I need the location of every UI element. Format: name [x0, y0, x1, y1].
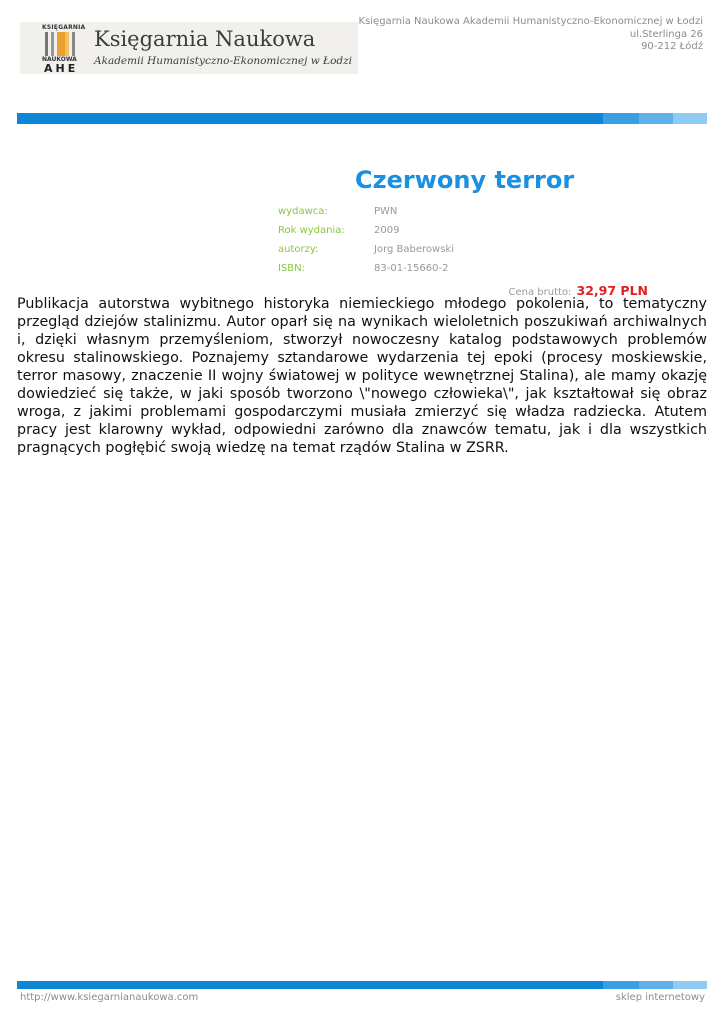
- bar-segment-c: [673, 113, 707, 124]
- book-description: Publikacja autorstwa wybitnego historyka niemieckiego młodego pokolenia, to tematyczny przegląd dziejów stalinizmu. Autor oparł się na wynikach wieloletnich poszukiwań archiwalnych i, dzięki własnym przemyśleniom, stworzył nowoczesny katalog podstawowych problemów okresu stalinowskiego. Poznajemy sztandarowe wydarzenia tej epoki (procesy moskiewskie, terror masowy, znaczenie II wojny światowej w polityce wewnętrznej Stalina), ale mamy okazję dowiedzieć się także, w jaki sposób tworzono \"nowego człowieka\", jak kształtował się obraz wroga, z jakimi problemami gospodarczymi musiała zmierzyć się władza radziecka. Atutem pracy jest klarowny wykład, odpowiedni zarówno dla znawców tematu, jak i dla wszystkich pragnących pogłębić swoją wiedzę na temat rządów Stalina w ZSRR.: [17, 296, 707, 456]
- meta-label: Rok wydania:: [278, 225, 345, 236]
- address-line-3: 90-212 Łódź: [641, 41, 703, 52]
- meta-row-publisher: [278, 206, 454, 225]
- address-line-1: Księgarnia Naukowa Akademii Humanistyczno-Ekonomicznej w Łodzi: [358, 16, 703, 27]
- logo[interactable]: [20, 22, 358, 74]
- top-divider-bar: [17, 113, 707, 124]
- logo-mark-bottom: AHE: [44, 62, 79, 75]
- bar-segment-c: [673, 981, 707, 989]
- price-label: Cena brutto:: [508, 287, 572, 298]
- meta-row-authors: [278, 244, 454, 263]
- book-title: Czerwony terror: [355, 166, 575, 194]
- meta-value: 83-01-15660-2: [374, 263, 449, 274]
- bottom-divider-bar: [17, 981, 707, 989]
- bar-segment-main: [17, 981, 603, 989]
- book-meta: [278, 206, 454, 282]
- bar-segment-main: [17, 113, 603, 124]
- bar-segment-a: [603, 113, 639, 124]
- meta-row-year: [278, 225, 454, 244]
- meta-label: ISBN:: [278, 263, 306, 274]
- price-value: 32,97 PLN: [576, 283, 648, 298]
- meta-label: autorzy:: [278, 244, 319, 255]
- footer-tagline: sklep internetowy: [615, 992, 705, 1003]
- meta-row-isbn: [278, 263, 454, 282]
- bar-segment-a: [603, 981, 639, 989]
- store-address: [359, 16, 703, 54]
- logo-mark-top: KSIĘGARNIA: [42, 24, 86, 31]
- logo-mark-middle: NAUKOWA: [42, 56, 77, 63]
- footer-url-link[interactable]: http://www.ksiegarnianaukowa.com: [20, 992, 199, 1003]
- meta-value: 2009: [374, 225, 400, 236]
- address-line-2: ul.Sterlinga 26: [629, 28, 703, 40]
- meta-label: wydawca:: [278, 206, 328, 217]
- bar-segment-b: [639, 981, 673, 989]
- logo-mark-icon: [42, 24, 86, 75]
- logo-subtitle: Akademii Humanistyczno-Ekonomicznej w Łodzi: [94, 55, 353, 67]
- bar-segment-b: [639, 113, 673, 124]
- logo-name: Księgarnia Naukowa: [94, 27, 316, 51]
- meta-value: Jorg Baberowski: [374, 244, 454, 255]
- meta-value: PWN: [374, 206, 398, 217]
- logo-stripes-icon: [45, 32, 79, 56]
